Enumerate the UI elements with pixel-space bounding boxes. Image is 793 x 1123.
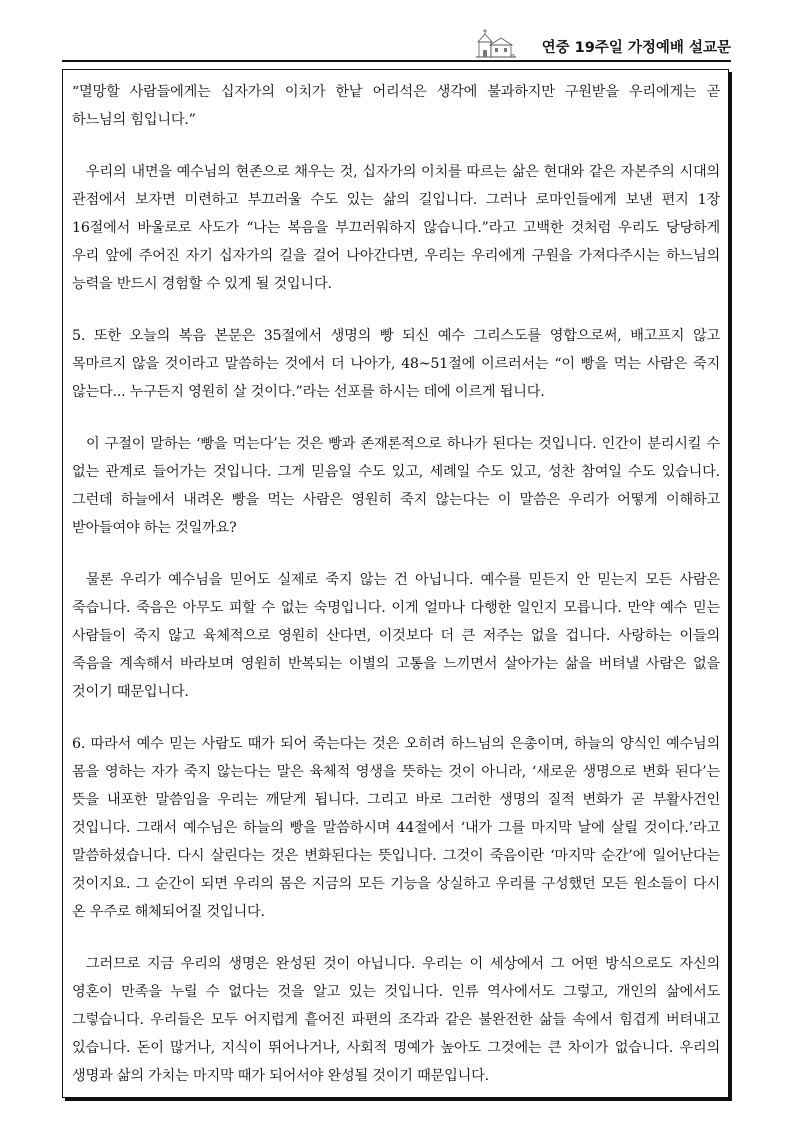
paragraph: 우리의 내면을 예수님의 현존으로 채우는 것, 십자가의 이치를 따르는 삶은 현대와 같은 자본주의 시대의 관점에서 보자면 미련하고 부끄러울 수도 있는 삶의 길입니다. 그러나 로마인들에게 보낸 편지 1장 16절에서 바울로로 사도가 “나는 복음을 부끄러워하지 않습니다.”라고 고백한 것처럼 우리도 당당하게 우리 앞에 주어진 자기 십자가의 길을 걸어 나아간다면, 우리는 우리에게 구원을 가져다주시는 하느님의 능력을 반드시 경험할 수 있게 될 것입니다.: [72, 164, 720, 292]
frame-shadow: [65, 1098, 732, 1101]
page-header: [0, 0, 793, 60]
paragraph-quote: “멸망할 사람들에게는 십자가의 이치가 한낱 어리석은 생각에 불과하지만 구원받을 우리에게는 곧 하느님의 힘입니다.”: [72, 84, 720, 128]
paragraph: 물론 우리가 예수님을 믿어도 실제로 죽지 않는 건 아닙니다. 예수를 믿든지 안 믿는지 모든 사람은 죽습니다. 죽음은 아무도 피할 수 없는 숙명입니다. 이게 얼마나 다행한 일인지 모릅니다. 만약 예수 믿는 사람들이 죽지 않고 육체적으로 영원히 산다면, 이것보다 더 큰 저주는 없을 겁니다. 사랑하는 이들의 죽음을 계속해서 바라보며 영원히 반복되는 이별의 고통을 느끼면서 살아가는 삶을 버텨낼 사람은 없을 것이기 때문입니다.: [72, 572, 720, 700]
paragraph: 그러므로 지금 우리의 생명은 완성된 것이 아닙니다. 우리는 이 세상에서 그 어떤 방식으로도 자신의 영혼이 만족을 누릴 수 없다는 것을 알고 있는 것입니다. 인류 역사에서도 그렇고, 개인의 삶에서도 그렇습니다. 우리들은 모두 어지럽게 흩어진 파편의 조각과 같은 불완전한 삶들 속에서 힘겹게 버텨내고 있습니다. 돈이 많거나, 지식이 뛰어나거나, 사회적 명예가 높아도 그것에는 큰 차이가 없습니다. 우리의 생명과 삶의 가치는 마지막 때가 되어서야 완성될 것이기 때문입니다.: [72, 956, 720, 1084]
paragraph-section-5: 5. 또한 오늘의 복음 본문은 35절에서 생명의 빵 되신 예수 그리스도를 영합으로써, 배고프지 않고 목마르지 않을 것이라고 말씀하는 것에서 더 나아가, 48~51절에 이르러서는 “이 빵을 먹는 사람은 죽지 않는다... 누구든지 영원히 살 것이다.”라는 선포를 하시는 데에 이르게 됩니다.: [72, 328, 720, 400]
frame-shadow: [729, 72, 732, 1101]
paragraph: 이 구절이 말하는 ‘빵을 먹는다’는 것은 빵과 존재론적으로 하나가 된다는 것입니다. 인간이 분리시킬 수 없는 관계로 들어가는 것입니다. 그게 믿음일 수도 있고, 세례일 수도 있고, 성찬 참여일 수도 있습니다. 그런데 하늘에서 내려온 빵을 먹는 사람은 영원히 죽지 않는다는 이 말씀은 우리가 어떻게 이해하고 받아들여야 하는 것일까요?: [72, 436, 720, 536]
paragraph-section-6: 6. 따라서 예수 믿는 사람도 때가 되어 죽는다는 것은 오히려 하느님의 은총이며, 하늘의 양식인 예수님의 몸을 영하는 자가 죽지 않는다는 말은 육체적 영생을 뜻하는 것이 아니라, ‘새로운 생명으로 변화 된다’는 뜻을 내포한 말씀임을 우리는 깨닫게 됩니다. 그리고 바로 그러한 생명의 질적 변화가 곧 부활사건인 것입니다. 그래서 예수님은 하늘의 빵을 말씀하시며 44절에서 ‘내가 그를 마지막 날에 살릴 것이다.’라고 말씀하셨습니다. 다시 살린다는 것은 변화된다는 뜻입니다. 그것이 죽음이란 ‘마지막 순간’에 일어난다는 것이지요. 그 순간이 되면 우리의 몸은 지금의 모든 기능을 상실하고 우리를 구성했던 모든 원소들이 다시 온 우주로 해체되어질 것입니다.: [72, 736, 720, 920]
document-title: 연중 19주일 가정예배 설교문: [541, 40, 731, 56]
sermon-body: [72, 78, 720, 1090]
church-icon: [473, 28, 517, 58]
header-divider: [62, 60, 731, 62]
